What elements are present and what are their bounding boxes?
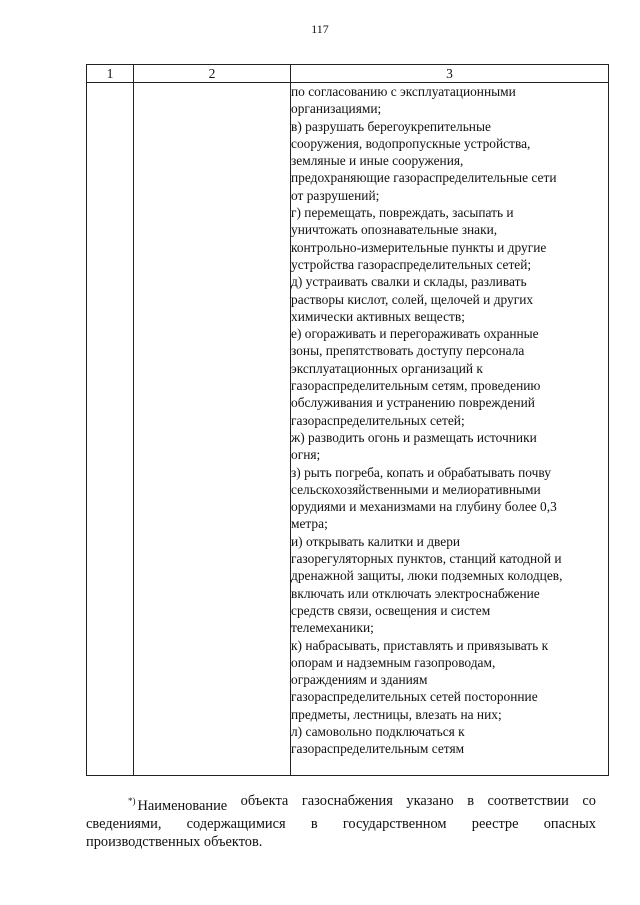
text-line: газораспределительным сетям — [291, 741, 465, 757]
text-line: включать или отключать электроснабжение — [291, 585, 540, 601]
text-line: и) открывать калитки и двери — [291, 533, 461, 549]
page-number: 117 — [311, 22, 329, 36]
text-line: средств связи, освещения и систем — [291, 602, 491, 618]
restrictions-table — [86, 64, 609, 776]
text-line: д) устраивать свалки и склады, разливать — [291, 274, 527, 290]
footnote-line-3: производственных объектов. — [86, 834, 263, 850]
text-line: орудиями и механизмами на глубину более 0,3 — [291, 499, 557, 515]
footnote-line-2 — [86, 815, 596, 833]
text-line: зоны, препятствовать доступу персонала — [291, 343, 525, 359]
text-line: ж) разводить огонь и размещать источники — [291, 429, 537, 445]
text-line: газорегуляторных пунктов, станций катодной и — [291, 551, 562, 567]
text-line: газораспределительным сетям, проведению — [291, 378, 541, 394]
footnote-word: объекта — [240, 793, 289, 809]
footnote-word: со — [582, 793, 596, 809]
footnote-word: указано — [406, 793, 454, 809]
text-line: уничтожать опознавательные знаки, — [291, 222, 498, 238]
text-line: л) самовольно подключаться к — [291, 723, 465, 739]
footnote-word: реестре — [471, 816, 519, 832]
footnote-marker: *) — [128, 796, 136, 806]
column-header-3: 3 — [291, 65, 609, 83]
text-line: химически активных веществ; — [291, 308, 465, 324]
text-line: телемеханики; — [291, 620, 374, 636]
footnote-line-1 — [86, 792, 596, 815]
text-line: земляные и иные сооружения, — [291, 153, 464, 169]
text-line: растворы кислот, солей, щелочей и других — [291, 291, 534, 307]
column-header-1: 1 — [87, 65, 134, 83]
text-line: газораспределительных сетей; — [291, 412, 465, 428]
footnote-word: соответствии — [487, 793, 569, 809]
footnote-word: в — [467, 793, 475, 809]
text-line: ограждениям и зданиям — [291, 672, 428, 688]
column-header-2: 2 — [134, 65, 291, 83]
text-line: огня; — [291, 447, 321, 463]
text-line: предметы, лестницы, влезать на них; — [291, 706, 502, 722]
table-row — [87, 83, 609, 776]
footnote-word: сведениями, — [86, 816, 162, 832]
text-line: обслуживания и устранению повреждений — [291, 395, 535, 411]
text-line: от разрушений; — [291, 187, 380, 203]
footnote-word: опасных — [543, 816, 596, 832]
text-line: е) огораживать и перегораживать охранные — [291, 326, 539, 342]
text-line: контрольно-измерительные пункты и другие — [291, 239, 547, 255]
text-line: сельскохозяйственными и мелиоративными — [291, 481, 541, 497]
footnote-word: государственном — [342, 816, 447, 832]
column-1-cell — [87, 83, 134, 776]
footnote — [86, 792, 596, 851]
footnote-word: в — [310, 816, 318, 832]
table-header-row — [87, 65, 609, 83]
text-line: опорам и надземным газопроводам, — [291, 654, 496, 670]
text-line: в) разрушать берегоукрепительные — [291, 118, 491, 134]
text-line: организациями; — [291, 101, 382, 117]
text-line: г) перемещать, повреждать, засыпать и — [291, 205, 514, 221]
column-3-cell — [291, 83, 609, 776]
text-line: дренажной защиты, люки подземных колодцев, — [291, 568, 563, 584]
footnote-word: *) Наименование — [128, 796, 228, 814]
text-line: устройства газораспределительных сетей; — [291, 256, 532, 272]
footnote-word: содержащимися — [186, 816, 286, 832]
text-line: эксплуатационных организаций к — [291, 360, 483, 376]
footnote-word: газоснабжения — [301, 793, 393, 809]
text-line: к) набрасывать, приставлять и привязывать к — [291, 637, 549, 653]
text-line: предохраняющие газораспределительные сети — [291, 170, 557, 186]
text-line: газораспределительных сетей посторонние — [291, 689, 538, 705]
text-line: по согласованию с эксплуатационными — [291, 84, 516, 99]
text-line: метра; — [291, 516, 328, 532]
text-line: сооружения, водопропускные устройства, — [291, 135, 531, 151]
text-line: з) рыть погреба, копать и обрабатывать почву — [291, 464, 551, 480]
column-2-cell — [134, 83, 291, 776]
